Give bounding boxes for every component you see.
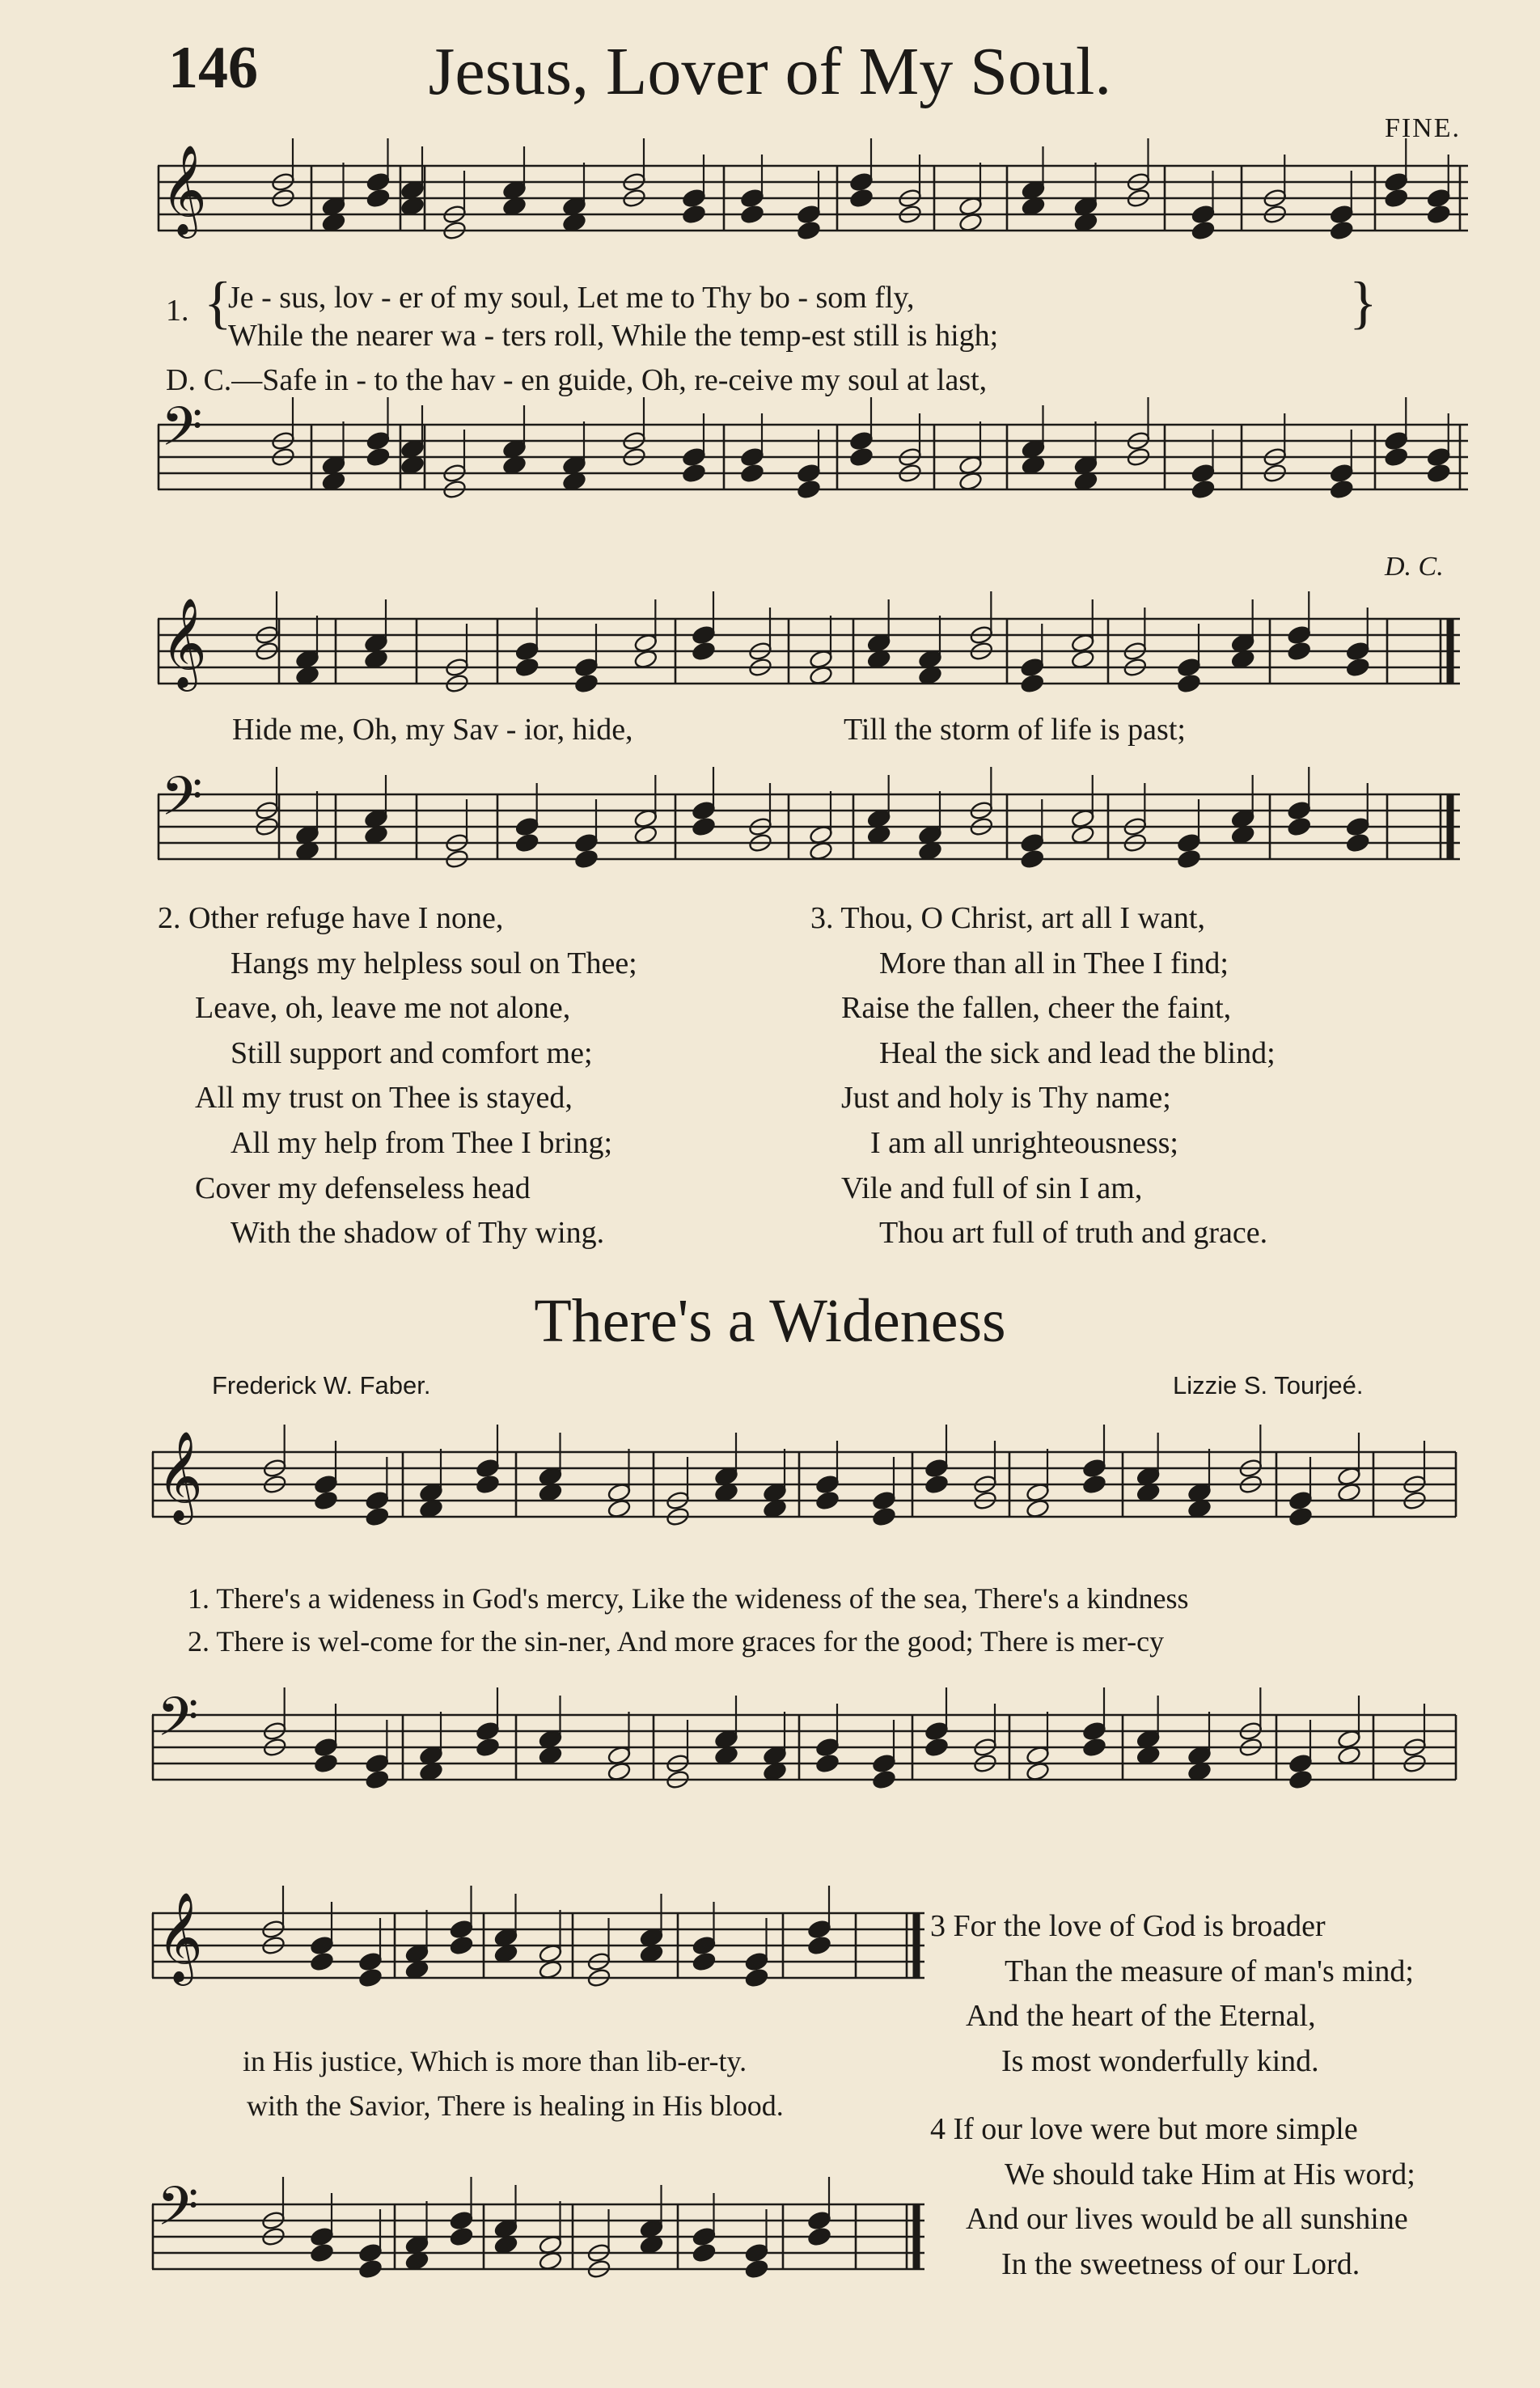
note-head bbox=[314, 1474, 338, 1495]
note-head bbox=[1427, 204, 1451, 225]
note-head bbox=[924, 1737, 949, 1758]
note-head bbox=[1287, 800, 1311, 821]
note-head bbox=[314, 1737, 338, 1758]
note-head bbox=[310, 1951, 334, 1972]
note-head bbox=[574, 849, 599, 870]
note-head bbox=[744, 1967, 768, 1988]
note-head bbox=[1427, 188, 1451, 209]
bass-clef-icon: 𝄢 bbox=[161, 765, 203, 840]
note-head bbox=[1346, 657, 1370, 678]
note-head bbox=[449, 2210, 473, 2231]
note-head bbox=[815, 1490, 840, 1511]
hymn2-lyric-v2: 2. There is wel-come for the sin-ner, And more graces for the good; There is mer-cy bbox=[188, 1625, 1165, 1658]
note-head bbox=[310, 1935, 334, 1956]
note-head bbox=[574, 657, 599, 678]
note-head bbox=[849, 171, 874, 193]
note-head bbox=[1330, 479, 1354, 500]
note-head bbox=[692, 816, 716, 837]
dc-mark: D. C. bbox=[1385, 552, 1444, 582]
note-head bbox=[1330, 220, 1354, 241]
note-head bbox=[849, 430, 874, 451]
note-head bbox=[1384, 447, 1408, 468]
stanza-line: 3. Thou, O Christ, art all I want, bbox=[810, 901, 1205, 935]
stanza-line: More than all in Thee I find; bbox=[879, 946, 1229, 980]
note-head bbox=[797, 204, 821, 225]
page-number: 146 bbox=[168, 35, 258, 101]
hymn2-lyric-v1: 1. There's a wideness in God's mercy, Like the wideness of the sea, There's a kindness bbox=[188, 1582, 1189, 1615]
note-head bbox=[1177, 673, 1201, 694]
note-head bbox=[1346, 832, 1370, 853]
stanza-line: Vile and full of sin I am, bbox=[841, 1171, 1143, 1205]
note-head bbox=[1384, 171, 1408, 193]
note-head bbox=[1020, 673, 1044, 694]
note-head bbox=[682, 463, 706, 484]
note-head bbox=[815, 1753, 840, 1774]
stanza-line: And our lives would be all sunshine bbox=[966, 2202, 1408, 2237]
note-head bbox=[692, 2242, 716, 2263]
hymn1-system1-treble-staff bbox=[158, 144, 1468, 247]
hymn1-stanza3 bbox=[810, 896, 1276, 1256]
hymn1-system2-bass-staff bbox=[158, 765, 1460, 875]
fine-mark: FINE. bbox=[1384, 113, 1461, 143]
hymn1-lyric-line1: Je - sus, lov - er of my soul, Let me to Thy bo - som fly, bbox=[228, 281, 915, 315]
note-head bbox=[366, 171, 390, 193]
note-head bbox=[1020, 832, 1044, 853]
stanza-line: And the heart of the Eternal, bbox=[966, 1999, 1316, 2034]
note-head bbox=[1384, 430, 1408, 451]
note-head bbox=[476, 1737, 500, 1758]
note-head bbox=[807, 1919, 831, 1940]
stanza-line: All my trust on Thee is stayed, bbox=[195, 1081, 573, 1116]
note-head bbox=[476, 1474, 500, 1495]
note-head bbox=[692, 641, 716, 662]
note-head bbox=[849, 188, 874, 209]
stanza-line: Leave, oh, leave me not alone, bbox=[195, 991, 571, 1026]
note-head bbox=[1191, 204, 1215, 225]
note-head bbox=[574, 673, 599, 694]
note-head bbox=[807, 1935, 831, 1956]
note-head bbox=[365, 1753, 389, 1774]
note-head bbox=[740, 447, 764, 468]
note-head bbox=[924, 1474, 949, 1495]
note-head bbox=[692, 800, 716, 821]
hymn1-stanza2 bbox=[158, 896, 637, 1256]
stanza-line: Thou art full of truth and grace. bbox=[879, 1216, 1268, 1251]
note-head bbox=[807, 2226, 831, 2247]
stanza-line: With the shadow of Thy wing. bbox=[231, 1216, 605, 1251]
treble-clef-icon: 𝄞 bbox=[161, 597, 207, 688]
note-head bbox=[449, 1919, 473, 1940]
note-head bbox=[514, 816, 539, 837]
hymn2-author: Frederick W. Faber. bbox=[212, 1371, 431, 1399]
note-head bbox=[872, 1506, 896, 1527]
hymn2-title: There's a Wideness bbox=[534, 1287, 1006, 1355]
hymn2-system2-bass-staff bbox=[152, 2175, 924, 2285]
bass-clef-icon: 𝄢 bbox=[157, 1686, 199, 1761]
note-head bbox=[365, 1490, 389, 1511]
note-head bbox=[740, 204, 764, 225]
treble-clef-icon: 𝄞 bbox=[157, 1430, 203, 1521]
note-head bbox=[682, 204, 706, 225]
note-head bbox=[849, 447, 874, 468]
note-head bbox=[815, 1737, 840, 1758]
note-head bbox=[1082, 1474, 1106, 1495]
note-head bbox=[476, 1458, 500, 1479]
note-head bbox=[1177, 849, 1201, 870]
stanza-line: Cover my defenseless head bbox=[195, 1171, 531, 1205]
note-head bbox=[314, 1753, 338, 1774]
stanza-line: We should take Him at His word; bbox=[1005, 2157, 1415, 2191]
note-head bbox=[1288, 1490, 1313, 1511]
note-head bbox=[1346, 816, 1370, 837]
note-head bbox=[514, 657, 539, 678]
verse-brace-left: { bbox=[204, 270, 232, 335]
note-head bbox=[1330, 204, 1354, 225]
stanza-line: 2. Other refuge have I none, bbox=[158, 901, 504, 935]
stanza-line: Raise the fallen, cheer the faint, bbox=[841, 991, 1232, 1026]
hymn2-composer: Lizzie S. Tourjeé. bbox=[1173, 1371, 1364, 1399]
stanza-line: Heal the sick and lead the blind; bbox=[879, 1035, 1276, 1070]
note-head bbox=[872, 1490, 896, 1511]
stanza-line: All my help from Thee I bring; bbox=[231, 1125, 613, 1160]
note-head bbox=[1346, 641, 1370, 662]
note-head bbox=[744, 2259, 768, 2280]
note-head bbox=[692, 2226, 716, 2247]
note-head bbox=[797, 479, 821, 500]
note-head bbox=[449, 2226, 473, 2247]
note-head bbox=[682, 447, 706, 468]
verse-brace-right: } bbox=[1349, 270, 1377, 335]
bass-clef-icon: 𝄢 bbox=[157, 2175, 199, 2250]
note-head bbox=[314, 1490, 338, 1511]
note-head bbox=[449, 1935, 473, 1956]
verse-number: 1. bbox=[166, 294, 189, 328]
hymn2-system1-bass-staff bbox=[152, 1686, 1456, 1796]
note-head bbox=[1427, 463, 1451, 484]
note-head bbox=[1288, 1506, 1313, 1527]
note-head bbox=[1082, 1721, 1106, 1742]
note-head bbox=[1287, 641, 1311, 662]
note-head bbox=[358, 1967, 383, 1988]
stanza-line: I am all unrighteousness; bbox=[870, 1125, 1178, 1160]
note-head bbox=[1020, 657, 1044, 678]
note-head bbox=[366, 188, 390, 209]
note-head bbox=[1288, 1753, 1313, 1774]
bass-clef-icon: 𝄢 bbox=[161, 396, 203, 471]
note-head bbox=[1287, 816, 1311, 837]
note-head bbox=[366, 430, 390, 451]
note-head bbox=[1177, 832, 1201, 853]
note-head bbox=[740, 188, 764, 209]
hymn1-lyric-line2: While the nearer wa - ters roll, While the temp-est still is high; bbox=[228, 319, 999, 353]
note-head bbox=[1191, 220, 1215, 241]
note-head bbox=[365, 1506, 389, 1527]
note-head bbox=[1288, 1769, 1313, 1790]
hymn2-system1-treble-staff bbox=[152, 1430, 1456, 1533]
stanza-line: 4 If our love were but more simple bbox=[930, 2112, 1358, 2146]
stanza-line: Just and holy is Thy name; bbox=[841, 1081, 1171, 1116]
stanza-line: 3 For the love of God is broader bbox=[930, 1909, 1326, 1943]
note-head bbox=[797, 463, 821, 484]
hymn2-stanza3 bbox=[930, 1904, 1414, 2084]
stanza-line: Is most wonderfully kind. bbox=[1001, 2043, 1319, 2078]
treble-clef-icon: 𝄞 bbox=[161, 144, 207, 235]
treble-clef-icon: 𝄞 bbox=[157, 1891, 203, 1982]
stanza-line: Still support and comfort me; bbox=[231, 1035, 593, 1070]
hymn2-lyric-v1-end: in His justice, Which is more than lib-er-ty. bbox=[243, 2045, 747, 2077]
note-head bbox=[1082, 1737, 1106, 1758]
note-head bbox=[1330, 463, 1354, 484]
note-head bbox=[366, 447, 390, 468]
note-head bbox=[358, 2242, 383, 2263]
note-head bbox=[1191, 479, 1215, 500]
note-head bbox=[514, 832, 539, 853]
hymn2-stanza4 bbox=[930, 2107, 1415, 2287]
hymn2-lyric-v2-end: with the Savior, There is healing in His blood. bbox=[247, 2090, 784, 2122]
note-head bbox=[1287, 625, 1311, 646]
note-head bbox=[310, 2242, 334, 2263]
note-head bbox=[1177, 657, 1201, 678]
note-head bbox=[872, 1769, 896, 1790]
note-head bbox=[1191, 463, 1215, 484]
note-head bbox=[476, 1721, 500, 1742]
stanza-line: Than the measure of man's mind; bbox=[1005, 1954, 1414, 1988]
note-head bbox=[358, 2259, 383, 2280]
note-head bbox=[692, 1935, 716, 1956]
note-head bbox=[358, 1951, 383, 1972]
note-head bbox=[682, 188, 706, 209]
note-head bbox=[740, 463, 764, 484]
hymn2-system2-treble-staff bbox=[152, 1891, 924, 1994]
note-head bbox=[692, 625, 716, 646]
note-head bbox=[692, 1951, 716, 1972]
note-head bbox=[807, 2210, 831, 2231]
hymn1-system2-treble-staff bbox=[158, 597, 1460, 700]
stanza-line: Hangs my helpless soul on Thee; bbox=[231, 946, 637, 980]
hymn1-title: Jesus, Lover of My Soul. bbox=[428, 34, 1112, 109]
note-head bbox=[1427, 447, 1451, 468]
note-head bbox=[924, 1458, 949, 1479]
hymn1-system1-bass-staff bbox=[158, 396, 1468, 506]
note-head bbox=[744, 2242, 768, 2263]
note-head bbox=[574, 832, 599, 853]
hymn1-lyric-line3b: Till the storm of life is past; bbox=[844, 713, 1186, 747]
note-head bbox=[1020, 849, 1044, 870]
note-head bbox=[924, 1721, 949, 1742]
note-head bbox=[514, 641, 539, 662]
stanza-line: In the sweetness of our Lord. bbox=[1001, 2246, 1360, 2281]
note-head bbox=[797, 220, 821, 241]
hymn1-lyric-dc: D. C.—Safe in - to the hav - en guide, Oh, re-ceive my soul at last, bbox=[166, 363, 988, 397]
note-head bbox=[744, 1951, 768, 1972]
note-head bbox=[310, 2226, 334, 2247]
note-head bbox=[1384, 188, 1408, 209]
note-head bbox=[365, 1769, 389, 1790]
note-head bbox=[872, 1753, 896, 1774]
hymn1-lyric-line3a: Hide me, Oh, my Sav - ior, hide, bbox=[232, 713, 633, 747]
note-head bbox=[815, 1474, 840, 1495]
note-head bbox=[1082, 1458, 1106, 1479]
